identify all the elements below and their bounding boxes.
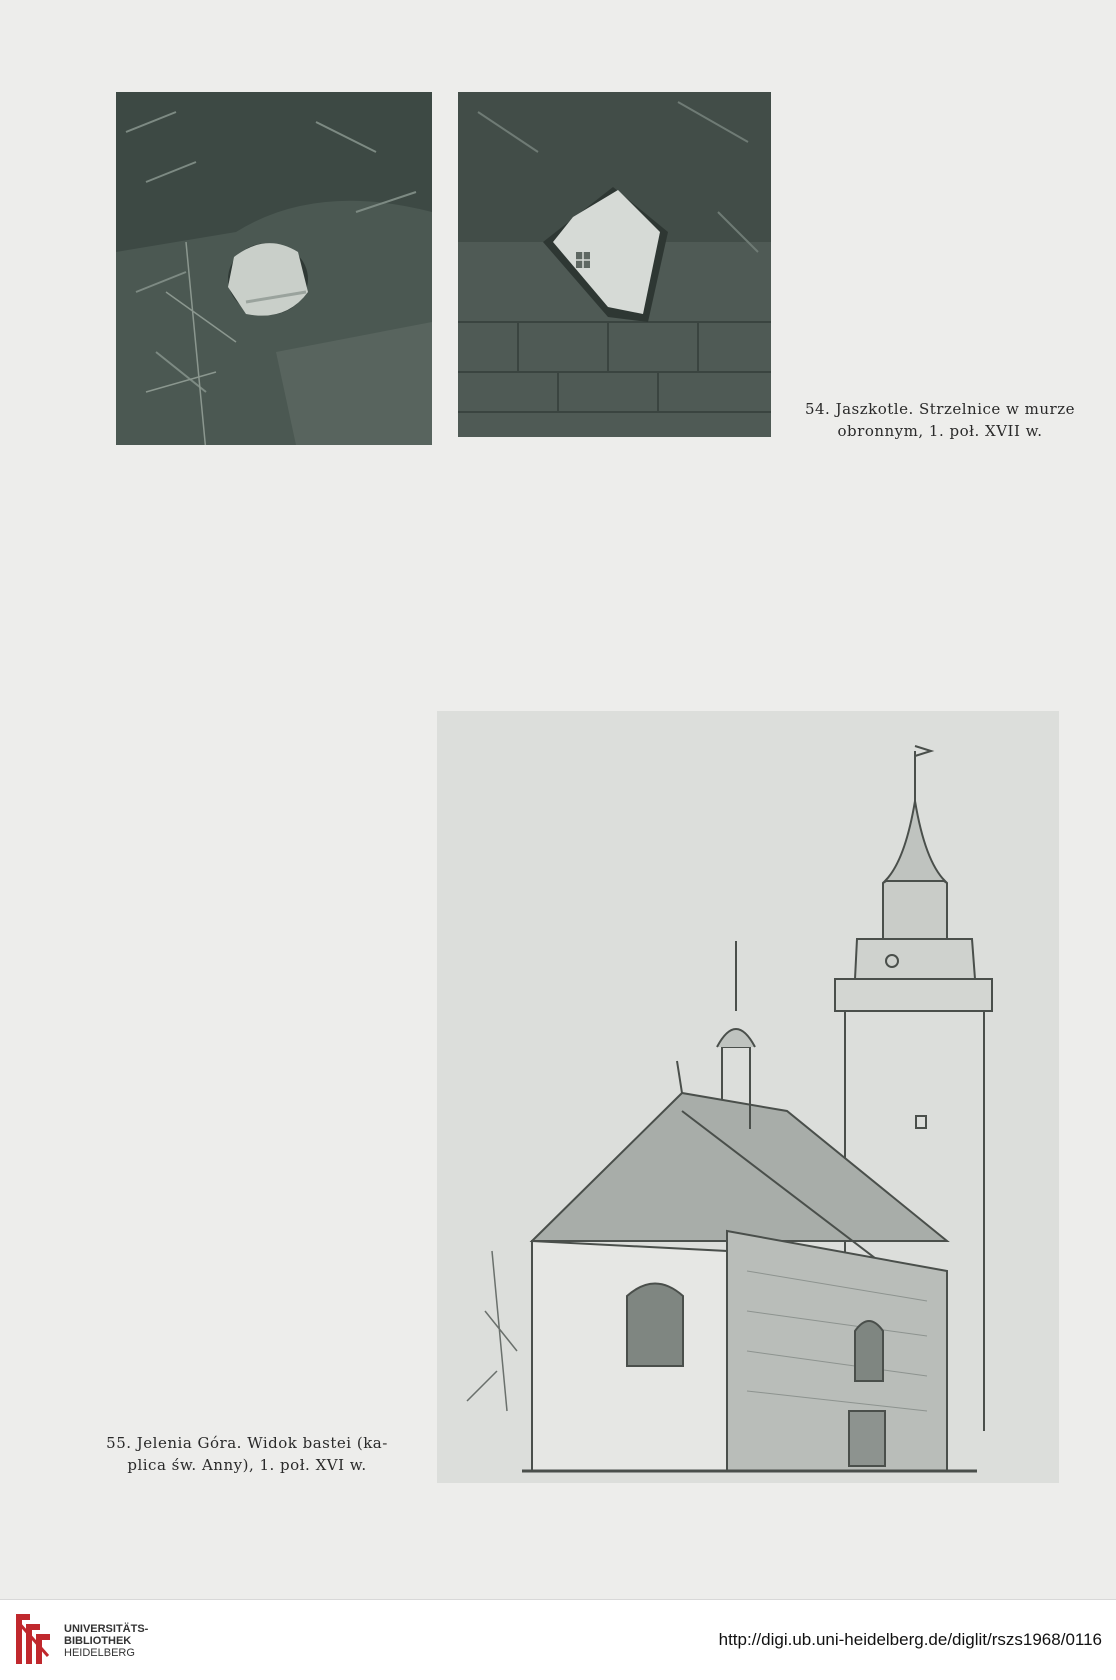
figure-caption-55 (82, 1432, 412, 1476)
caption-54-line1: 54. Jaszkotle. Strzelnice w murze (804, 400, 1076, 418)
caption-55-line1: 55. Jelenia Góra. Widok bastei (ka- (106, 1434, 388, 1452)
footer-bar (0, 1599, 1116, 1680)
photo-embrasure-diamond (458, 92, 771, 437)
university-library-logo-icon (12, 1610, 56, 1668)
permalink-url[interactable]: http://digi.ub.uni-heidelberg.de/diglit/rszs1968/0116 (718, 1630, 1102, 1649)
caption-54-line2: obronnym, 1. poł. XVII w. (837, 422, 1043, 440)
photo-embrasure-round (116, 92, 432, 445)
library-name-line3: HEIDELBERG (64, 1647, 135, 1659)
figure-caption-54 (790, 398, 1090, 442)
drawing-bastion-chapel (437, 711, 1059, 1483)
library-name (64, 1623, 148, 1659)
library-name-line2: BIBLIOTHEK (64, 1635, 132, 1647)
library-name-line1: UNIVERSITÄTS- (64, 1623, 149, 1635)
caption-55-line2: plica św. Anny), 1. poł. XVI w. (127, 1456, 367, 1474)
